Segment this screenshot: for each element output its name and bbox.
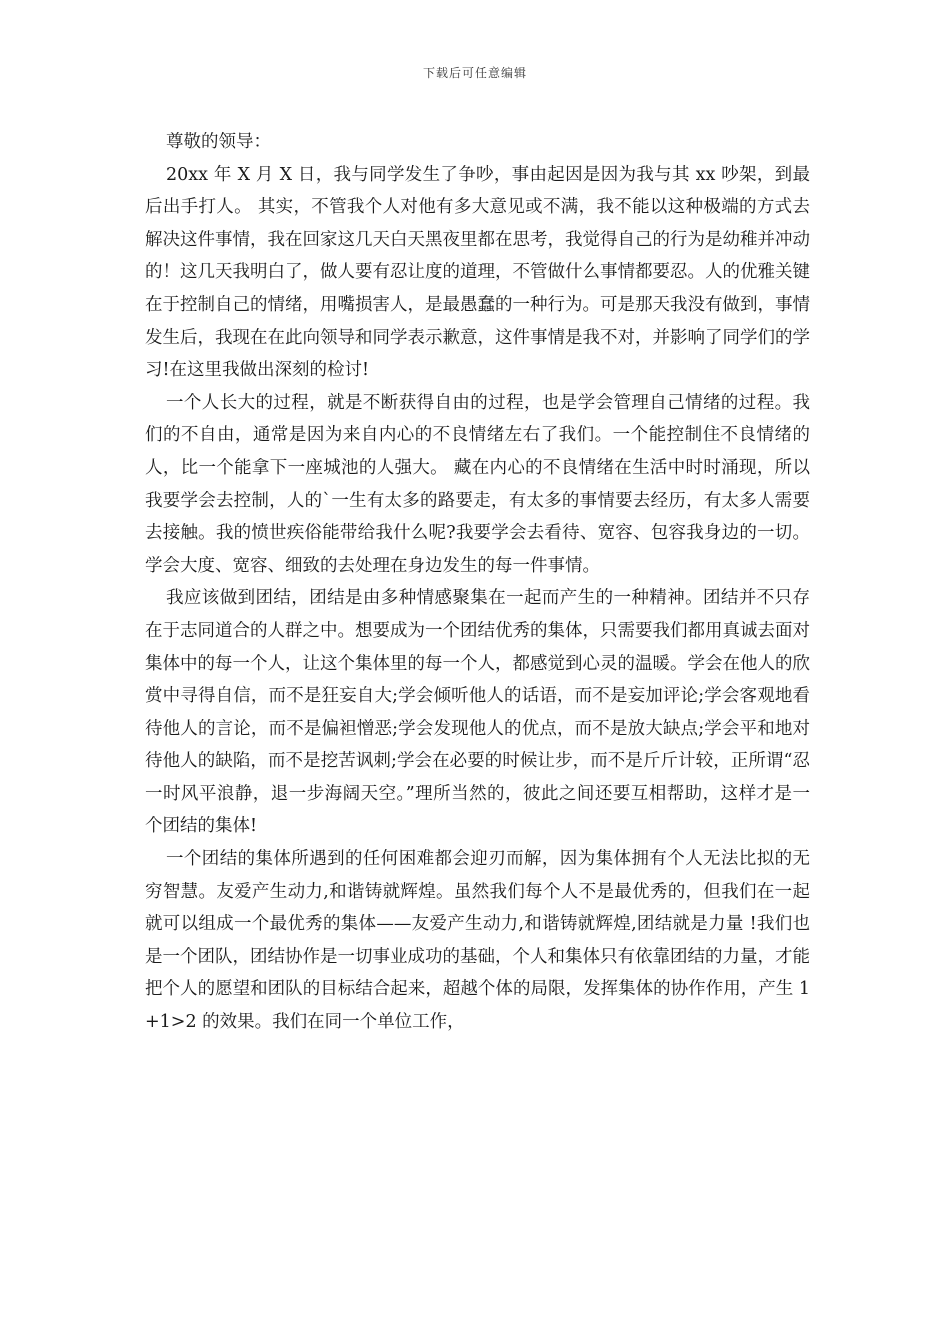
paragraph-1: 20xx 年 X 月 X 日，我与同学发生了争吵，事由起因是因为我与其 xx 吵架，到最后出手打人。 其实，不管我个人对他有多大意见或不满，我不能以这种极端的方式去解决这件事情，我在回家这几天白天黑夜里都在思考，我觉得自己的行为是幼稚并冲动的！这几天我明白了，做人要有忍让度的道理，不管做什么事情都要忍。人的优雅关键在于控制自己的情绪，用嘴损害人，是最愚蠢的一种行为。可是那天我没有做到，事情发生后，我现在在此向领导和同学表示歉意，这件事情是我不对，并影响了同学们的学习!在这里我做出深刻的检讨! xyxy=(145,164,810,381)
paragraph-2: 一个人长大的过程，就是不断获得自由的过程，也是学会管理自己情绪的过程。我们的不自由，通常是因为来自内心的不良情绪左右了我们。一个能控制住不良情绪的人，比一个能拿下一座城池的人强大。 藏在内心的不良情绪在生活中时时涌现，所以我要学会去控制，人的`一生有太多的路要走，有太多的事情要去经历，有太多人需要去接触。我的愤世疾俗能带给我什么呢?我要学会去看待、宽容、包容我身边的一切。学会大度、宽容、细致的去处理在身边发生的每一件事情。 xyxy=(145,392,810,576)
paragraph-4: 一个团结的集体所遇到的任何困难都会迎刃而解，因为集体拥有个人无法比拟的无穷智慧。友爱产生动力,和谐铸就辉煌。虽然我们每个人不是最优秀的，但我们在一起就可以组成一个最优秀的集体——友爱产生动力,和谐铸就辉煌,团结就是力量 !我们也是一个团队，团结协作是一切事业成功的基础，个人和集体只有依靠团结的力量，才能把个人的愿望和团队的目标结合起来，超越个体的局限，发挥集体的协作作用，产生 1+1>2 的效果。我们在同一个单位工作， xyxy=(145,849,810,1033)
salutation: 尊敬的领导： xyxy=(166,132,271,152)
paragraph-3: 我应该做到团结，团结是由多种情感聚集在一起而产生的一种精神。团结并不只存在于志同道合的人群之中。想要成为一个团结优秀的集体，只需要我们都用真诚去面对集体中的每一个人，让这个集体里的每一个人，都感觉到心灵的温暖。学会在他人的欣赏中寻得自信，而不是狂妄自大;学会倾听他人的话语，而不是妄加评论;学会客观地看待他人的言论，而不是偏袒憎恶;学会发现他人的优点，而不是放大缺点;学会平和地对待他人的缺陷，而不是挖苦讽刺;学会在必要的时候让步，而不是斤斤计较，正所谓“忍一时风平浪静，退一步海阔天空。”理所当然的，彼此之间还要互相帮助，这样才是一个团结的集体! xyxy=(145,588,810,837)
page-header: 下载后可任意编辑 xyxy=(422,66,527,80)
document-body xyxy=(145,126,810,1039)
